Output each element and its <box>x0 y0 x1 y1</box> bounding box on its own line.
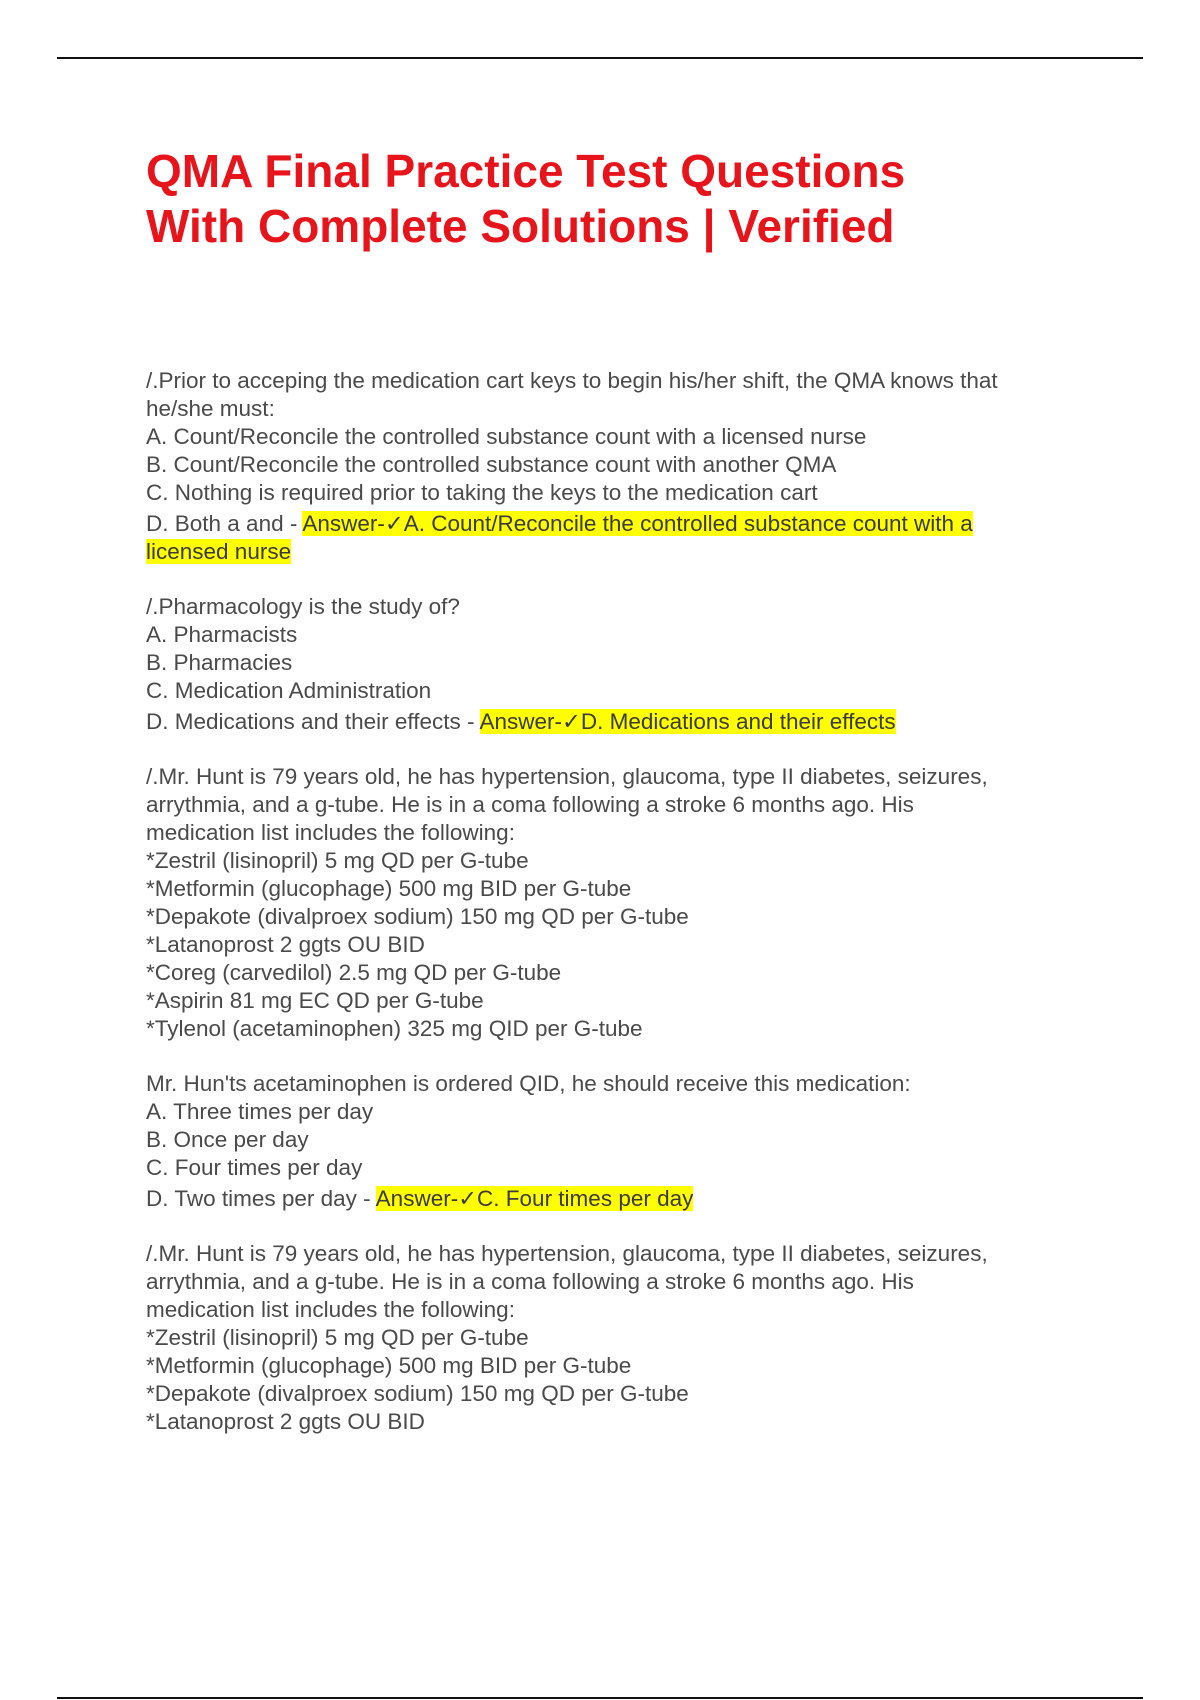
medication-item: *Metformin (glucophage) 500 mg BID per G-tube <box>146 876 632 901</box>
question-stem-line: arrythmia, and a g-tube. He is in a coma following a stroke 6 months ago. His <box>146 792 914 817</box>
spacer <box>146 1043 1086 1070</box>
question-stem-line: /.Pharmacology is the study of? <box>146 594 460 619</box>
option-a: A. Pharmacists <box>146 622 298 647</box>
question-4 <box>146 1240 1086 1436</box>
option-d-with-answer <box>146 708 1086 736</box>
option-d: D. Both a and - <box>146 511 303 536</box>
option-b: B. Count/Reconcile the controlled substance count with another QMA <box>146 452 837 477</box>
option-c: C. Medication Administration <box>146 678 432 703</box>
medication-item: *Latanoprost 2 ggts OU BID <box>146 932 425 957</box>
option-d: D. Two times per day - <box>146 1186 376 1211</box>
question-stem-line: arrythmia, and a g-tube. He is in a coma following a stroke 6 months ago. His <box>146 1269 914 1294</box>
answer-continuation <box>146 538 1086 566</box>
option-c: C. Four times per day <box>146 1155 363 1180</box>
medication-item: *Zestril (lisinopril) 5 mg QD per G-tube <box>146 1325 529 1350</box>
question-stem-line: /.Mr. Hunt is 79 years old, he has hypertension, glaucoma, type II diabetes, seizures, <box>146 764 988 789</box>
answer-highlight: Answer-✓A. Count/Reconcile the controlled substance count with a <box>302 511 973 536</box>
answer-highlight: licensed nurse <box>146 539 292 564</box>
question-sub-stem: Mr. Hun'ts acetaminophen is ordered QID, he should receive this medication: <box>146 1071 911 1096</box>
medication-item: *Depakote (divalproex sodium) 150 mg QD per G-tube <box>146 1381 689 1406</box>
option-a: A. Three times per day <box>146 1099 374 1124</box>
option-d-with-answer <box>146 510 1086 538</box>
question-stem-line: he/she must: <box>146 396 275 421</box>
question-3 <box>146 763 1086 1213</box>
question-list <box>146 367 1086 1463</box>
medication-item: *Aspirin 81 mg EC QD per G-tube <box>146 988 484 1013</box>
medication-item: *Metformin (glucophage) 500 mg BID per G-tube <box>146 1353 632 1378</box>
bottom-rule <box>57 1697 1143 1699</box>
option-d: D. Medications and their effects - <box>146 709 480 734</box>
medication-item: *Tylenol (acetaminophen) 325 mg QID per G-tube <box>146 1016 643 1041</box>
medication-item: *Coreg (carvedilol) 2.5 mg QD per G-tube <box>146 960 562 985</box>
document-title <box>146 144 905 254</box>
title-line-1: QMA Final Practice Test Questions <box>146 145 906 197</box>
top-rule <box>57 57 1143 59</box>
medication-item: *Depakote (divalproex sodium) 150 mg QD per G-tube <box>146 904 689 929</box>
medication-item: *Zestril (lisinopril) 5 mg QD per G-tube <box>146 848 529 873</box>
medication-item: *Latanoprost 2 ggts OU BID <box>146 1409 425 1434</box>
answer-highlight: Answer-✓D. Medications and their effects <box>479 709 896 734</box>
question-2 <box>146 593 1086 736</box>
question-stem-line: medication list includes the following: <box>146 820 515 845</box>
title-line-2: With Complete Solutions | Verified <box>146 200 895 252</box>
option-b: B. Once per day <box>146 1127 309 1152</box>
option-c: C. Nothing is required prior to taking the keys to the medication cart <box>146 480 818 505</box>
option-d-with-answer <box>146 1185 1086 1213</box>
question-stem-line: /.Prior to acceping the medication cart keys to begin his/her shift, the QMA knows that <box>146 368 998 393</box>
option-a: A. Count/Reconcile the controlled substance count with a licensed nurse <box>146 424 867 449</box>
question-stem-line: medication list includes the following: <box>146 1297 515 1322</box>
answer-highlight: Answer-✓C. Four times per day <box>375 1186 694 1211</box>
question-1 <box>146 367 1086 566</box>
question-stem-line: /.Mr. Hunt is 79 years old, he has hypertension, glaucoma, type II diabetes, seizures, <box>146 1241 988 1266</box>
option-b: B. Pharmacies <box>146 650 293 675</box>
